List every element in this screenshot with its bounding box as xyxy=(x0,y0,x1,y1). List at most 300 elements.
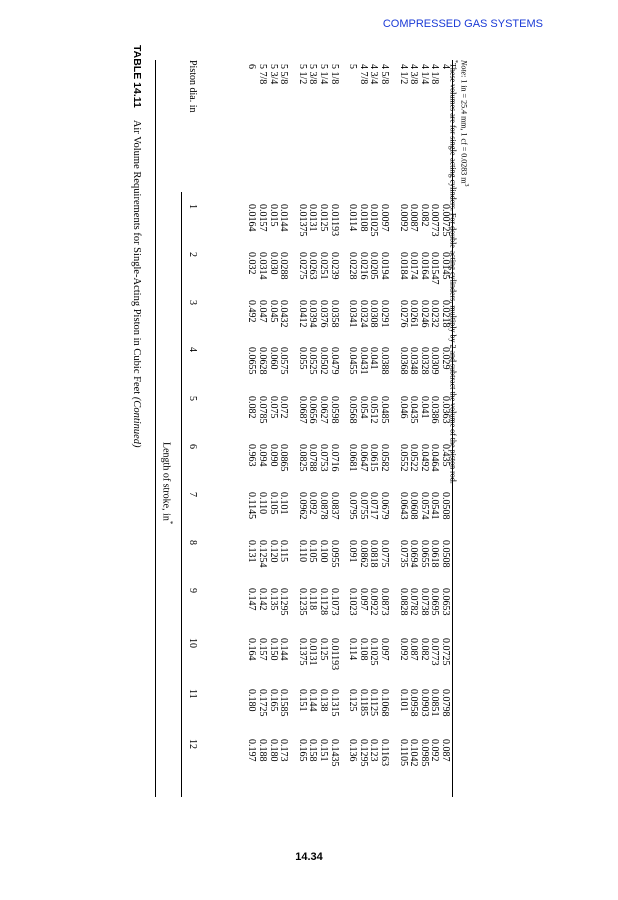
table-cell: 0.120 xyxy=(267,540,279,563)
table-cell: 0.0788 xyxy=(307,444,319,472)
table-cell: 0.105 xyxy=(307,540,319,563)
table-cell: 0.0828 xyxy=(397,588,409,616)
row-group xyxy=(347,492,389,520)
table-cell: 0.0097 xyxy=(379,204,391,232)
value-column xyxy=(238,444,450,472)
table-cell: 0.0386 xyxy=(429,396,441,424)
spanner-mark: * xyxy=(166,520,174,525)
row-group xyxy=(397,300,450,328)
table-cell: 0.1128 xyxy=(318,588,330,616)
table-cell: 0.0955 xyxy=(328,540,340,568)
table-cell: 0.0608 xyxy=(408,492,420,520)
table-label: TABLE 14.11 xyxy=(131,45,143,108)
table-cell: 0.0341 xyxy=(347,300,359,328)
footnote-line xyxy=(449,60,460,484)
table-cell: 0.0773 xyxy=(429,638,441,666)
table-cell: 0.1375 xyxy=(296,638,308,666)
table-cell: 0.1295 xyxy=(278,588,290,616)
table-cell: 0.173 xyxy=(278,739,290,762)
table-title: Air Volume Requirements for Single-Acting Piston in Cubic Feet xyxy=(131,119,142,397)
table-cell: 0.0174 xyxy=(408,252,420,280)
note-label: Note xyxy=(459,60,469,76)
table-cell: 0.0431 xyxy=(357,347,369,375)
table-cell: 0.0348 xyxy=(408,347,420,375)
table-cell: 0.060 xyxy=(267,347,279,370)
table-cell: 0.0753 xyxy=(318,444,330,472)
row-group xyxy=(296,638,338,670)
table-cell: 0.097 xyxy=(357,588,369,611)
table-cell: 0.01547 xyxy=(429,252,441,285)
table-cell: 0.151 xyxy=(318,739,330,762)
table-cell: 0.0775 xyxy=(379,540,391,568)
table-cell: 0.125 xyxy=(347,689,359,712)
table-cell: 0.0288 xyxy=(278,252,290,280)
piston-diameter: 5 1/2 xyxy=(296,64,308,85)
table-cell: 0.029 xyxy=(440,347,451,370)
table-cell: 0.1125 xyxy=(368,689,380,717)
piston-diameter: 4 1/4 xyxy=(418,64,430,85)
table-notes xyxy=(449,60,470,484)
table-cell: 0.0653 xyxy=(440,588,451,616)
table-cell: 0.072 xyxy=(278,396,290,419)
table-cell: 0.0131 xyxy=(307,204,319,232)
table-cell: 0.0087 xyxy=(408,204,420,232)
running-head: COMPRESSED GAS SYSTEMS xyxy=(382,18,543,30)
table-cell: 0.0837 xyxy=(328,492,340,520)
table-cell: 0.0114 xyxy=(347,204,359,232)
table-cell: 0.0643 xyxy=(397,492,409,520)
piston-diameter: 5 3/8 xyxy=(307,64,319,85)
table-cell: 0.164 xyxy=(246,638,258,661)
table-cell: 0.075 xyxy=(267,396,279,419)
spanner-heading xyxy=(161,442,174,524)
table-cell: 0.097 xyxy=(379,638,391,661)
table-cell: 0.087 xyxy=(440,739,451,762)
table-cell: 0.123 xyxy=(368,739,380,762)
table-cell: 0.00725 xyxy=(440,204,451,237)
table-cell: 0.1163 xyxy=(379,739,391,767)
row-group xyxy=(347,689,389,717)
table-cell: 0.0261 xyxy=(408,300,420,328)
table-cell: 0.0785 xyxy=(257,396,269,424)
table-cell: 0.087 xyxy=(408,638,420,661)
table-cell: 0.0795 xyxy=(347,492,359,520)
table-cell: 0.1025 xyxy=(368,638,380,666)
table-cell: 0.142 xyxy=(257,588,269,611)
table-cell: 0.105 xyxy=(267,492,279,515)
table-cell: 0.055 xyxy=(296,347,308,370)
table-cell: 0.0647 xyxy=(357,444,369,472)
table-cell: 0.054 xyxy=(357,396,369,419)
table-cell: 0.0291 xyxy=(379,300,391,328)
table-cell: 0.015 xyxy=(267,204,279,227)
row-group xyxy=(397,739,450,767)
table-cell: 0.0388 xyxy=(379,347,391,375)
table-cell: 0.1235 xyxy=(296,588,308,616)
table-cell: 0.180 xyxy=(246,689,258,712)
table-cell: 0.0145 xyxy=(440,252,451,280)
row-group xyxy=(347,64,389,84)
row-group xyxy=(397,64,450,84)
row-group xyxy=(347,638,389,670)
row-group xyxy=(296,689,338,717)
row-group xyxy=(296,204,338,237)
table-cell: 0.0246 xyxy=(418,300,430,328)
table-cell: 0.0435 xyxy=(408,396,420,424)
table-cell: 0.01375 xyxy=(296,204,308,237)
table-cell: 0.0958 xyxy=(408,689,420,717)
row-group xyxy=(296,444,338,472)
column-header: 2 xyxy=(187,252,198,257)
table-cell: 0.0216 xyxy=(357,252,369,280)
rotated-table xyxy=(100,34,520,844)
table-cell: 0.0502 xyxy=(318,347,330,375)
row-group xyxy=(296,540,338,568)
row-group xyxy=(296,588,338,616)
row-group xyxy=(347,739,389,767)
value-column xyxy=(238,347,450,375)
table-cell: 0.0239 xyxy=(328,252,340,280)
table-cell: 0.030 xyxy=(267,252,279,275)
table-cell: 0.0735 xyxy=(397,540,409,568)
table-cell: 0.0328 xyxy=(418,347,430,375)
table-cell: 0.114 xyxy=(347,638,359,661)
table-cell: 0.0092 xyxy=(397,204,409,232)
table-cell: 0.135 xyxy=(267,588,279,611)
column-header: 3 xyxy=(187,300,198,305)
table-cell: 0.1254 xyxy=(257,540,269,568)
table-cell: 0.100 xyxy=(318,540,330,563)
table-cell: 0.092 xyxy=(429,739,441,762)
table-cell: 0.0568 xyxy=(347,396,359,424)
table-cell: 0.0695 xyxy=(429,588,441,616)
table-cell: 0.963 xyxy=(246,444,258,467)
table-cell: 0.1295 xyxy=(357,739,369,767)
piston-diameter: 4 1/2 xyxy=(397,64,409,85)
table-cell: 0.1185 xyxy=(357,689,369,717)
table-cell: 0.0716 xyxy=(328,444,340,472)
table-cell: 0.144 xyxy=(278,638,290,661)
table-cell: 0.1315 xyxy=(328,689,340,717)
table-cell: 0.0627 xyxy=(318,396,330,424)
row-group xyxy=(246,588,288,616)
table-cell: 0.101 xyxy=(397,689,409,712)
table-cell: 0.0308 xyxy=(368,300,380,328)
piston-diameter: 4 1/8 xyxy=(429,64,441,85)
table-cell: 0.0582 xyxy=(379,444,391,472)
value-column xyxy=(238,492,450,520)
table-cell: 0.082 xyxy=(246,396,258,419)
table-cell: 0.0615 xyxy=(368,444,380,472)
table-cell: 0.032 xyxy=(246,252,258,275)
table-cell: 0.492 xyxy=(246,300,258,323)
table-cell: 0.0962 xyxy=(296,492,308,520)
table-cell: 0.0512 xyxy=(368,396,380,424)
table-cell: 0.090 xyxy=(267,444,279,467)
table-cell: 0.0164 xyxy=(246,204,258,232)
table-cell: 0.0903 xyxy=(418,689,430,717)
row-group xyxy=(246,347,288,375)
spanner-text: Length of stroke, in xyxy=(160,442,172,521)
table-cell: 0.0655 xyxy=(418,540,430,568)
row-group xyxy=(246,540,288,568)
table-cell: 0.1435 xyxy=(328,739,340,767)
table-cell: 0.045 xyxy=(267,300,279,323)
table-cell: 0.157 xyxy=(257,638,269,661)
footnote-text: These volumes are for single-acting cylinders. For double-acting cylinders, multiply by 2 and subtract the volume of the piston rod. xyxy=(448,63,458,484)
row-group xyxy=(347,300,389,328)
column-header: 9 xyxy=(187,588,198,593)
row-group xyxy=(296,64,338,84)
table-cell: 0.0479 xyxy=(328,347,340,375)
row-group xyxy=(246,64,288,84)
row-group xyxy=(347,444,389,472)
table-cell: 0.0455 xyxy=(347,347,359,375)
table-cell: 0.0862 xyxy=(357,540,369,568)
value-column xyxy=(238,588,450,616)
table-cell: 0.110 xyxy=(257,492,269,515)
table-cell: 0.0263 xyxy=(307,252,319,280)
row-group xyxy=(296,492,338,520)
table-cell: 0.0492 xyxy=(418,444,430,472)
table-cell: 0.158 xyxy=(307,739,319,762)
table-cell: 0.0412 xyxy=(296,300,308,328)
table-cell: 0.0541 xyxy=(429,492,441,520)
table-cell: 0.0755 xyxy=(357,492,369,520)
column-header: 6 xyxy=(187,444,198,449)
table-cell: 0.01193 xyxy=(328,638,340,671)
row-group xyxy=(246,204,288,237)
table-cell: 0.0358 xyxy=(328,300,340,328)
table-cell: 0.0681 xyxy=(347,444,359,472)
table-cell: 0.108 xyxy=(357,638,369,661)
table-cell: 0.1073 xyxy=(328,588,340,616)
table-cell: 0.0656 xyxy=(307,396,319,424)
table-cell: 0.1145 xyxy=(246,492,258,520)
table-cell: 0.0687 xyxy=(296,396,308,424)
piston-diameter: 4 7/8 xyxy=(357,64,369,85)
table-cell: 0.00773 xyxy=(429,204,441,237)
row-group xyxy=(296,347,338,375)
table-cell: 0.1023 xyxy=(347,588,359,616)
table-cell: 0.0205 xyxy=(368,252,380,280)
column-header: 1 xyxy=(187,204,198,209)
table-cell: 0.197 xyxy=(246,739,258,762)
row-group xyxy=(397,638,450,670)
table-cell: 0.0376 xyxy=(318,300,330,328)
piston-diameter: 5 xyxy=(347,64,359,69)
table-cell: 0.180 xyxy=(267,739,279,762)
piston-diameter: 5 5/8 xyxy=(278,64,290,85)
table-cell: 0.0818 xyxy=(368,540,380,568)
piston-diameter: 4 3/8 xyxy=(408,64,420,85)
row-group xyxy=(397,444,450,472)
table-cell: 0.0508 xyxy=(440,492,451,520)
table-cell: 0.0464 xyxy=(429,444,441,472)
note-text: : 1 in = 25.4 mm, 1 cf = 0.0283 m xyxy=(459,75,469,184)
row-group xyxy=(347,347,389,375)
value-column xyxy=(238,300,450,328)
table-cell: 0.1585 xyxy=(278,689,290,717)
piston-diameter: 6 xyxy=(246,64,258,69)
table-cell: 0.0157 xyxy=(257,204,269,232)
row-group xyxy=(397,396,450,424)
table-cell: 0.091 xyxy=(347,540,359,563)
table-cell: 0.188 xyxy=(257,739,269,762)
piston-diameter: 5 3/4 xyxy=(267,64,279,85)
table-cell: 0.0878 xyxy=(318,492,330,520)
table-cell: 0.0228 xyxy=(347,252,359,280)
piston-diameter: 4 5/8 xyxy=(379,64,391,85)
table-cell: 0.0394 xyxy=(307,300,319,328)
table-cell: 0.046 xyxy=(397,396,409,419)
row-group xyxy=(246,739,288,767)
column-header: 12 xyxy=(187,739,198,749)
table-cell: 0.0738 xyxy=(418,588,430,616)
page-number: 14.34 xyxy=(295,851,323,863)
column-header: 5 xyxy=(187,396,198,401)
table-cell: 0.150 xyxy=(267,638,279,661)
table-cell: 0.115 xyxy=(278,540,290,563)
value-column xyxy=(238,396,450,424)
table-cell: 0.0522 xyxy=(408,444,420,472)
spanner-rule xyxy=(181,192,182,797)
table-cell: 0.1105 xyxy=(397,739,409,767)
note-sup: 3 xyxy=(463,183,469,187)
table-cell: 0.0575 xyxy=(278,347,290,375)
row-group xyxy=(347,204,389,237)
table-cell: 0.01025 xyxy=(368,204,380,237)
row-group xyxy=(347,252,389,285)
table-cell: 0.1725 xyxy=(257,689,269,717)
table-cell: 0.0865 xyxy=(278,444,290,472)
row-group xyxy=(397,588,450,616)
row-group xyxy=(296,300,338,328)
table-cell: 0.110 xyxy=(296,540,308,563)
table-cell: 0.094 xyxy=(257,444,269,467)
table-cell: 0.092 xyxy=(397,638,409,661)
table-cell: 0.092 xyxy=(307,492,319,515)
row-group xyxy=(246,444,288,472)
table-cell: 0.0985 xyxy=(418,739,430,767)
piston-diameter: 5 1/8 xyxy=(328,64,340,85)
piston-diameter: 5 7/8 xyxy=(257,64,269,85)
row-group xyxy=(296,252,338,285)
table-cell: 0.0184 xyxy=(397,252,409,280)
table-cell: 0.082 xyxy=(418,204,430,227)
row-group xyxy=(397,540,450,568)
table-cell: 0.0194 xyxy=(379,252,391,280)
table-cell: 0.0251 xyxy=(318,252,330,280)
table-cell: 0.0851 xyxy=(429,689,441,717)
table-cell: 0.0694 xyxy=(408,540,420,568)
table-cell: 0.165 xyxy=(267,689,279,712)
table-cell: 0.0432 xyxy=(278,300,290,328)
table-cell: 0.0574 xyxy=(418,492,430,520)
table-cell: 0.0598 xyxy=(328,396,340,424)
table-cell: 0.041 xyxy=(368,347,380,370)
table-cell: 0.0314 xyxy=(257,252,269,280)
table-cell: 0.0218 xyxy=(440,300,451,328)
row-group xyxy=(246,300,288,328)
row-group xyxy=(347,540,389,568)
footnote-mark: * xyxy=(452,60,459,63)
table-cell: 0.0628 xyxy=(257,347,269,375)
piston-diameter: 4 xyxy=(440,64,451,69)
row-group xyxy=(397,252,450,285)
table-cell: 0.131 xyxy=(246,540,258,563)
table-cell: 0.147 xyxy=(246,588,258,611)
table-cell: 0.0508 xyxy=(440,540,451,568)
table-cell: 0.047 xyxy=(257,300,269,323)
table-cell: 0.151 xyxy=(296,689,308,712)
column-header: 8 xyxy=(187,540,198,545)
table-cell: 0.0922 xyxy=(368,588,380,616)
table-cell: 0.101 xyxy=(278,492,290,515)
table-cell: 0.01193 xyxy=(328,204,340,237)
table-cell: 0.136 xyxy=(347,739,359,762)
value-column xyxy=(238,739,450,767)
table-cell: 0.0798 xyxy=(440,689,451,717)
table-cell: 0.0164 xyxy=(418,252,430,280)
row-group xyxy=(296,396,338,424)
table-cell: 0.0525 xyxy=(307,347,319,375)
column-header: 4 xyxy=(187,347,198,352)
table-cell: 0.0108 xyxy=(357,204,369,232)
column-header: 11 xyxy=(187,689,198,699)
stub-header: Piston dia. in xyxy=(187,60,198,113)
table-cell: 0.0324 xyxy=(357,300,369,328)
table-cell: 0.082 xyxy=(418,638,430,661)
table-cell: 0.0825 xyxy=(296,444,308,472)
table-cell: 0.0782 xyxy=(408,588,420,616)
value-column xyxy=(238,204,450,237)
table-title-continued: (Continued) xyxy=(131,396,142,448)
column-header: 7 xyxy=(187,492,198,497)
table-cell: 0.1042 xyxy=(408,739,420,767)
piston-diameter: 4 3/4 xyxy=(368,64,380,85)
table-cell: 0.0232 xyxy=(429,300,441,328)
table-cell: 0.0873 xyxy=(379,588,391,616)
table-cell: 0.0618 xyxy=(429,540,441,568)
row-group xyxy=(246,638,288,670)
table-cell: 0.0131 xyxy=(307,638,319,666)
table-cell: 0.0552 xyxy=(397,444,409,472)
row-group xyxy=(246,492,288,520)
table-cell: 0.144 xyxy=(307,689,319,712)
note-line xyxy=(459,60,470,484)
table-cell: 0.0309 xyxy=(429,347,441,375)
row-group xyxy=(397,689,450,717)
value-column xyxy=(238,638,450,670)
table-cell: 0.165 xyxy=(296,739,308,762)
row-group xyxy=(246,252,288,285)
piston-diameter: 5 1/4 xyxy=(318,64,330,85)
table-cell: 0.125 xyxy=(318,638,330,661)
table-cell: 0.0275 xyxy=(296,252,308,280)
value-column xyxy=(238,689,450,717)
table-cell: 0.1068 xyxy=(379,689,391,717)
stub-column xyxy=(238,64,450,84)
column-header: 10 xyxy=(187,638,198,648)
top-rule xyxy=(155,60,156,797)
table-cell: 0.0276 xyxy=(397,300,409,328)
row-group xyxy=(296,739,338,767)
table-caption xyxy=(131,45,143,448)
table-cell: 0.041 xyxy=(418,396,430,419)
row-group xyxy=(397,492,450,520)
row-group xyxy=(347,396,389,424)
